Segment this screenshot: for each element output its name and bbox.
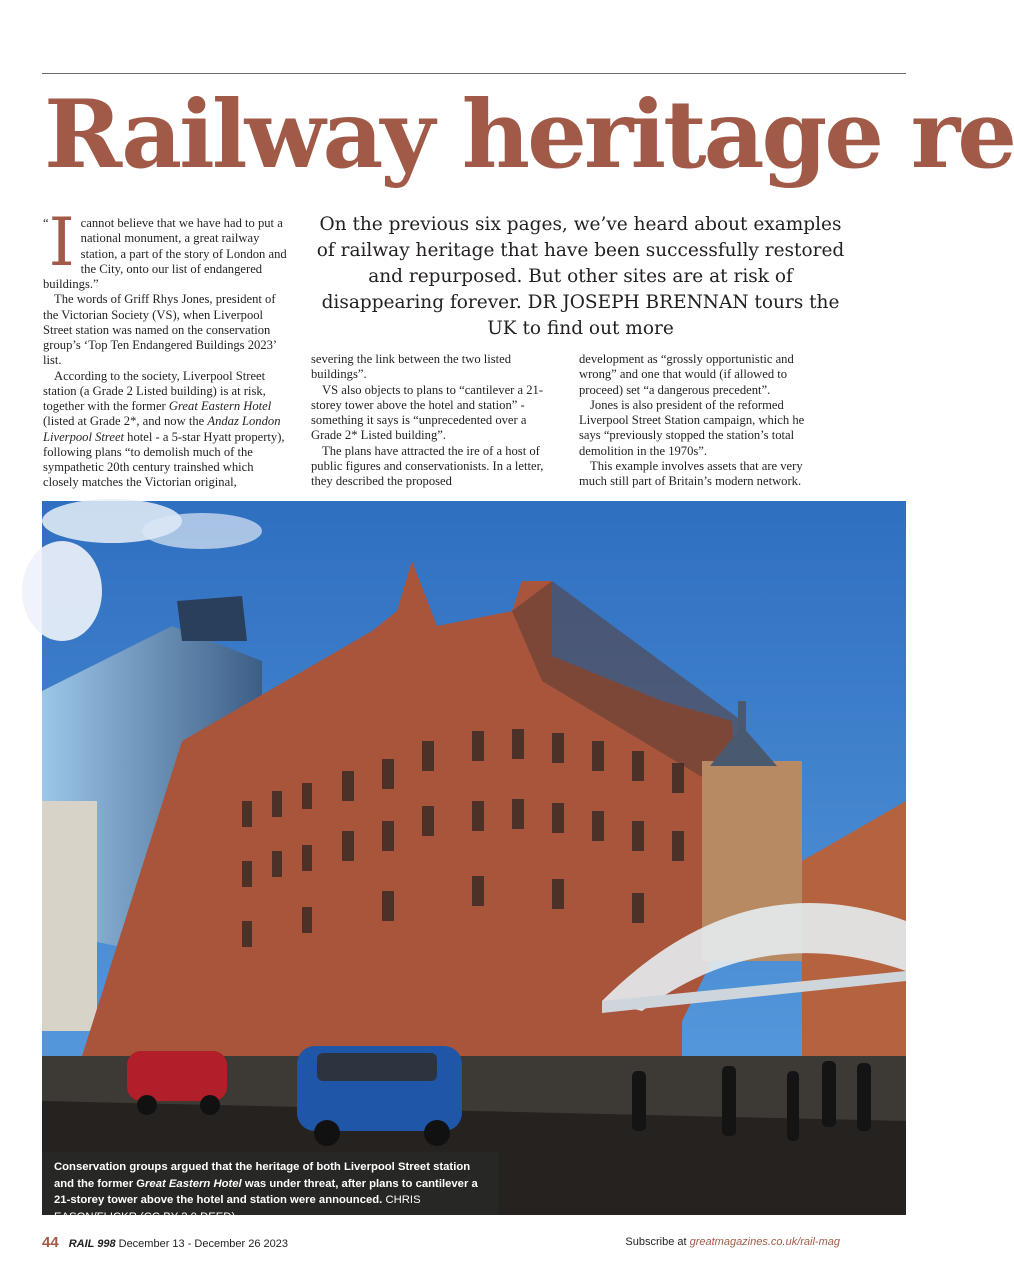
top-rule — [42, 73, 906, 74]
text-run: (listed at Grade 2*, and now the — [43, 414, 208, 429]
paragraph-text: cannot believe that we have had to put a national monument, a great railway station, a part of the story of London and the City, onto our list of endangered buildings.” — [43, 216, 287, 291]
liverpool-street-photo — [42, 501, 906, 1215]
caption-italic: reat Eastern Hotel — [145, 1177, 242, 1190]
text-run: According to the society, Liverpool Street station (a Grade 2 Listed building) is at risk, together with the former — [43, 368, 266, 413]
standfirst: On the previous six pages, we’ve heard about examples of railway heritage that have been successfully restored and repurposed. But other sites are at risk of disappearing forever. DR JOSEPH BRENNAN tours the UK to find out more — [316, 214, 845, 339]
footer-folio — [42, 1234, 288, 1251]
paragraph — [43, 369, 291, 491]
article-column-1 — [43, 204, 291, 491]
article-column-2 — [311, 352, 559, 489]
open-quote: “ — [43, 216, 49, 230]
footer-subscribe — [625, 1236, 840, 1248]
paragraph: Jones is also president of the reformed Liverpool Street Station campaign, which he says “previously stopped the station’s total demolition in the 1970s”. — [579, 397, 805, 458]
paragraph: development as “grossly opportunistic and wrong” and one that would (if allowed to proceed) set “a dangerous precedent”. — [579, 352, 794, 397]
italic-hotel-name: Andaz London Liverpool Street — [43, 414, 281, 444]
issue-dates: December 13 - December 26 2023 — [115, 1238, 288, 1250]
caption-text: Conservation groups argued that the heritage of both Liverpool Street station and the former G — [54, 1161, 471, 1190]
paragraph: severing the link between the two listed buildings”. — [311, 352, 512, 382]
text-run: hotel - a 5-star Hyatt property), following plans “to demolish much of the sympathetic 20th century trainshed which closely matches the Victorian original, — [43, 429, 285, 490]
headline: Railway heritage re — [44, 80, 1014, 190]
subscribe-link[interactable]: greatmagazines.co.uk/rail-mag — [689, 1236, 840, 1248]
page-number: 44 — [42, 1234, 59, 1251]
caption-text: was under threat, after plans to cantilever a 21-storey tower above the hotel and station were announced. — [54, 1177, 478, 1206]
article-column-3 — [579, 352, 827, 489]
paragraph: The plans have attracted the ire of a host of public figures and conservationists. In a letter, they described the proposed — [311, 443, 544, 488]
magazine-issue: RAIL 998 — [68, 1238, 116, 1250]
drop-cap: I — [48, 204, 75, 281]
paragraph — [43, 204, 291, 292]
photo-illustration — [42, 501, 906, 1215]
paragraph: The words of Griff Rhys Jones, president of the Victorian Society (VS), when Liverpool Street station was named on the conservation group’s ‘Top Ten Endangered Buildings 2023’ list. — [43, 292, 277, 368]
photo-credit: CHRIS EASON/FLICKR (CC BY 2.0 DEED). — [54, 1194, 421, 1223]
paragraph: VS also objects to plans to “cantilever a 21-storey tower above the hotel and station” - something it says is “unprecedented over a Grade 2* Listed building”. — [311, 382, 544, 443]
paragraph: This example involves assets that are very much still part of Britain’s modern network. — [579, 458, 803, 488]
subscribe-text: Subscribe at — [625, 1236, 690, 1248]
photo-caption — [42, 1152, 498, 1223]
italic-hotel-name: Great Eastern Hotel — [168, 399, 272, 413]
